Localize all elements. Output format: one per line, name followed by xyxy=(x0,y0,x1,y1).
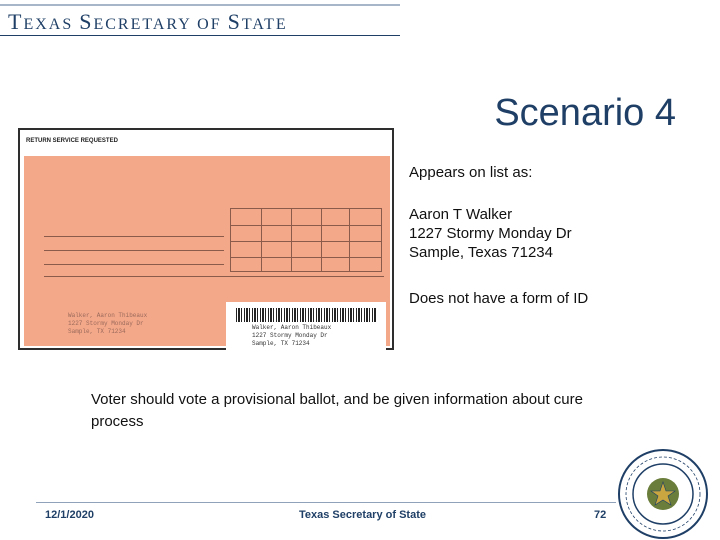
precinct-grid xyxy=(230,208,382,272)
appears-label: Appears on list as: xyxy=(409,164,533,181)
mailing-address: Walker, Aaron Thibeaux 1227 Stormy Monday Dr Sample, TX 71234 xyxy=(252,324,332,347)
page-number: 72 xyxy=(594,509,607,521)
voter-city-state: Sample, Texas 71234 xyxy=(409,244,553,261)
header-rule-bottom xyxy=(0,35,400,36)
wordmark-s1: SECRETARY xyxy=(79,9,198,34)
footer-org: Texas Secretary of State xyxy=(299,509,426,521)
footer-date: 12/1/2020 xyxy=(45,509,94,521)
wordmark-t: TEXAS xyxy=(8,9,80,34)
voter-card-image xyxy=(18,128,394,350)
voter-name: Aaron T Walker xyxy=(409,206,513,223)
footer-rule xyxy=(36,502,616,503)
id-status: Does not have a form of ID xyxy=(409,290,589,307)
voter-registration-card xyxy=(24,156,390,346)
wordmark-s2: STATE xyxy=(227,9,288,34)
card-mail-text-ghost: Walker, Aaron Thibeaux 1227 Stormy Monday Dr Sample, TX 71234 xyxy=(68,312,148,335)
instruction-text: Voter should vote a provisional ballot, and be given information about cure process xyxy=(91,391,583,430)
header-wordmark xyxy=(8,9,288,35)
header-rule-top xyxy=(0,4,400,6)
mailing-label xyxy=(226,302,386,372)
voter-street: 1227 Stormy Monday Dr xyxy=(409,225,572,242)
return-service-label: RETURN SERVICE REQUESTED xyxy=(26,138,118,144)
barcode xyxy=(236,308,376,322)
voter-address-block xyxy=(409,205,572,262)
slide-title: Scenario 4 xyxy=(494,92,676,134)
wordmark-of: OF xyxy=(197,16,228,33)
state-seal-icon xyxy=(612,448,714,540)
